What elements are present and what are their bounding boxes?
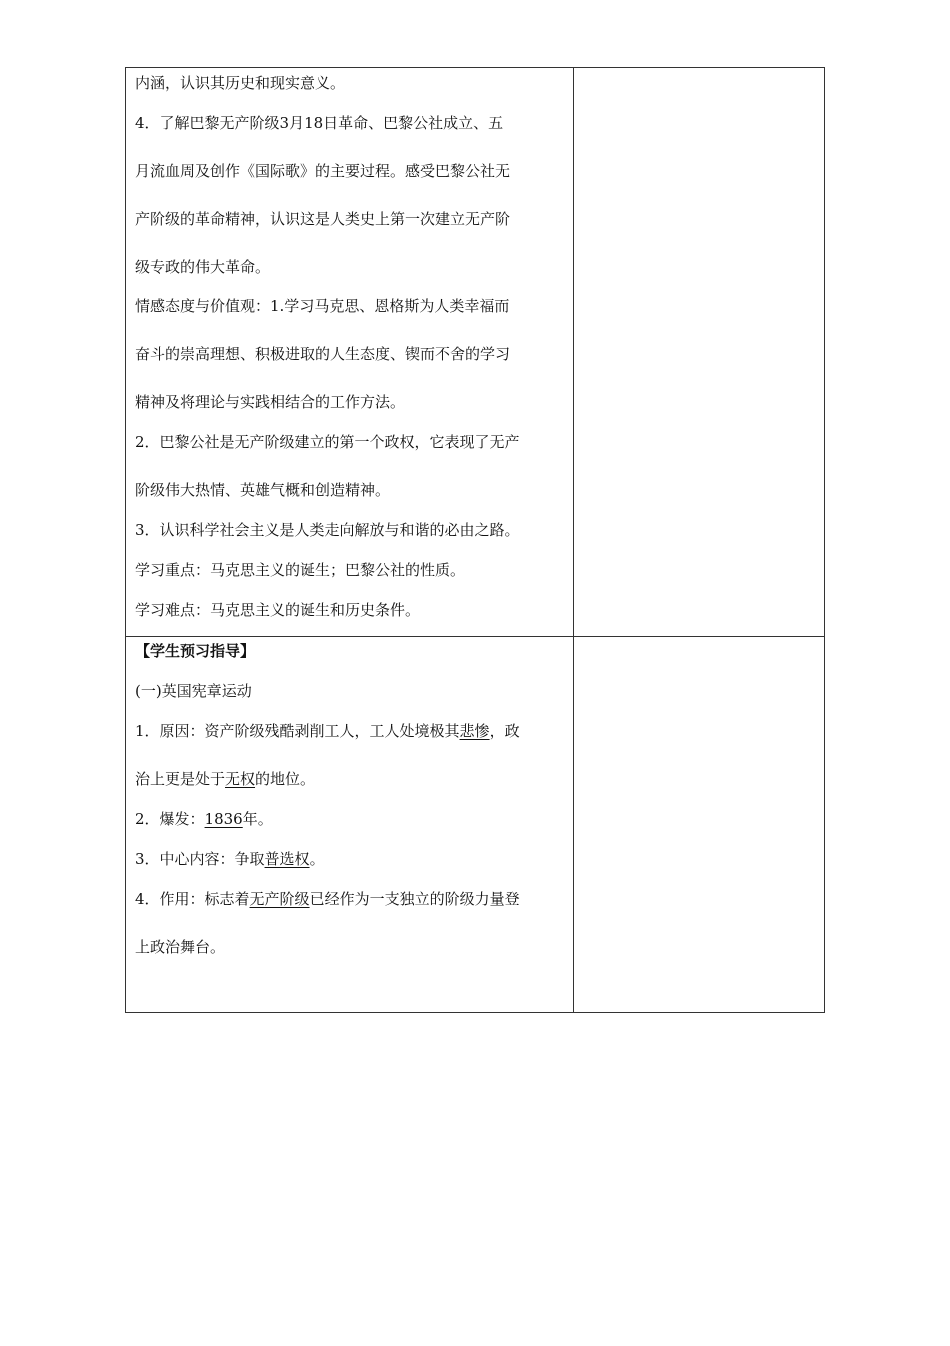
objective-line: 内涵，认识其历史和现实意义。: [135, 74, 346, 92]
objective-line: 月流血周及创作《国际歌》的主要过程。感受巴黎公社无: [135, 162, 511, 180]
answer-blank: 普选权: [264, 850, 310, 868]
objective-line: 精神及将理论与实践相结合的工作方法。: [135, 393, 406, 411]
objective-line: 2．巴黎公社是无产阶级建立的第一个政权，它表现了无产: [135, 433, 520, 451]
answer-blank: 悲惨: [459, 722, 490, 740]
objective-line: 产阶级的革命精神，认识这是人类史上第一次建立无产阶: [135, 210, 511, 228]
difficulty-line: 学习难点：马克思主义的诞生和历史条件。: [135, 601, 421, 619]
objective-line: 奋斗的崇高理想、积极进取的人生态度、锲而不舍的学习: [135, 345, 511, 363]
lesson-table: [125, 67, 825, 1013]
objective-line: 级专政的伟大革命。: [135, 258, 271, 276]
row-divider: [126, 636, 824, 637]
answer-blank: 无产阶级: [249, 890, 310, 908]
cause-line-2: 治上更是处于无权的地位。: [135, 770, 316, 788]
answer-blank: 无权: [225, 770, 256, 788]
preview-heading: 【学生预习指导】: [135, 642, 256, 660]
effect-line: 4．作用：标志着无产阶级已经作为一支独立的阶级力量登: [135, 890, 520, 908]
content-line: 3．中心内容：争取普选权。: [135, 850, 325, 868]
objective-line: 阶级伟大热情、英雄气概和创造精神。: [135, 481, 391, 499]
objective-line: 3．认识科学社会主义是人类走向解放与和谐的必由之路。: [135, 521, 520, 539]
objective-line: 4．了解巴黎无产阶级3月18日革命、巴黎公社成立、五: [135, 114, 504, 132]
effect-line-2: 上政治舞台。: [135, 938, 226, 956]
answer-blank: 1836: [204, 810, 243, 828]
objective-line: 情感态度与价值观：1.学习马克思、恩格斯为人类幸福而: [135, 297, 510, 315]
outbreak-line: 2．爆发：1836年。: [135, 810, 273, 828]
section-title: (一)英国宪章运动: [135, 682, 252, 700]
key-point-line: 学习重点：马克思主义的诞生；巴黎公社的性质。: [135, 561, 466, 579]
column-divider: [573, 68, 574, 1012]
cause-line: 1．原因：资产阶级残酷剥削工人，工人处境极其悲惨，政: [135, 722, 520, 740]
